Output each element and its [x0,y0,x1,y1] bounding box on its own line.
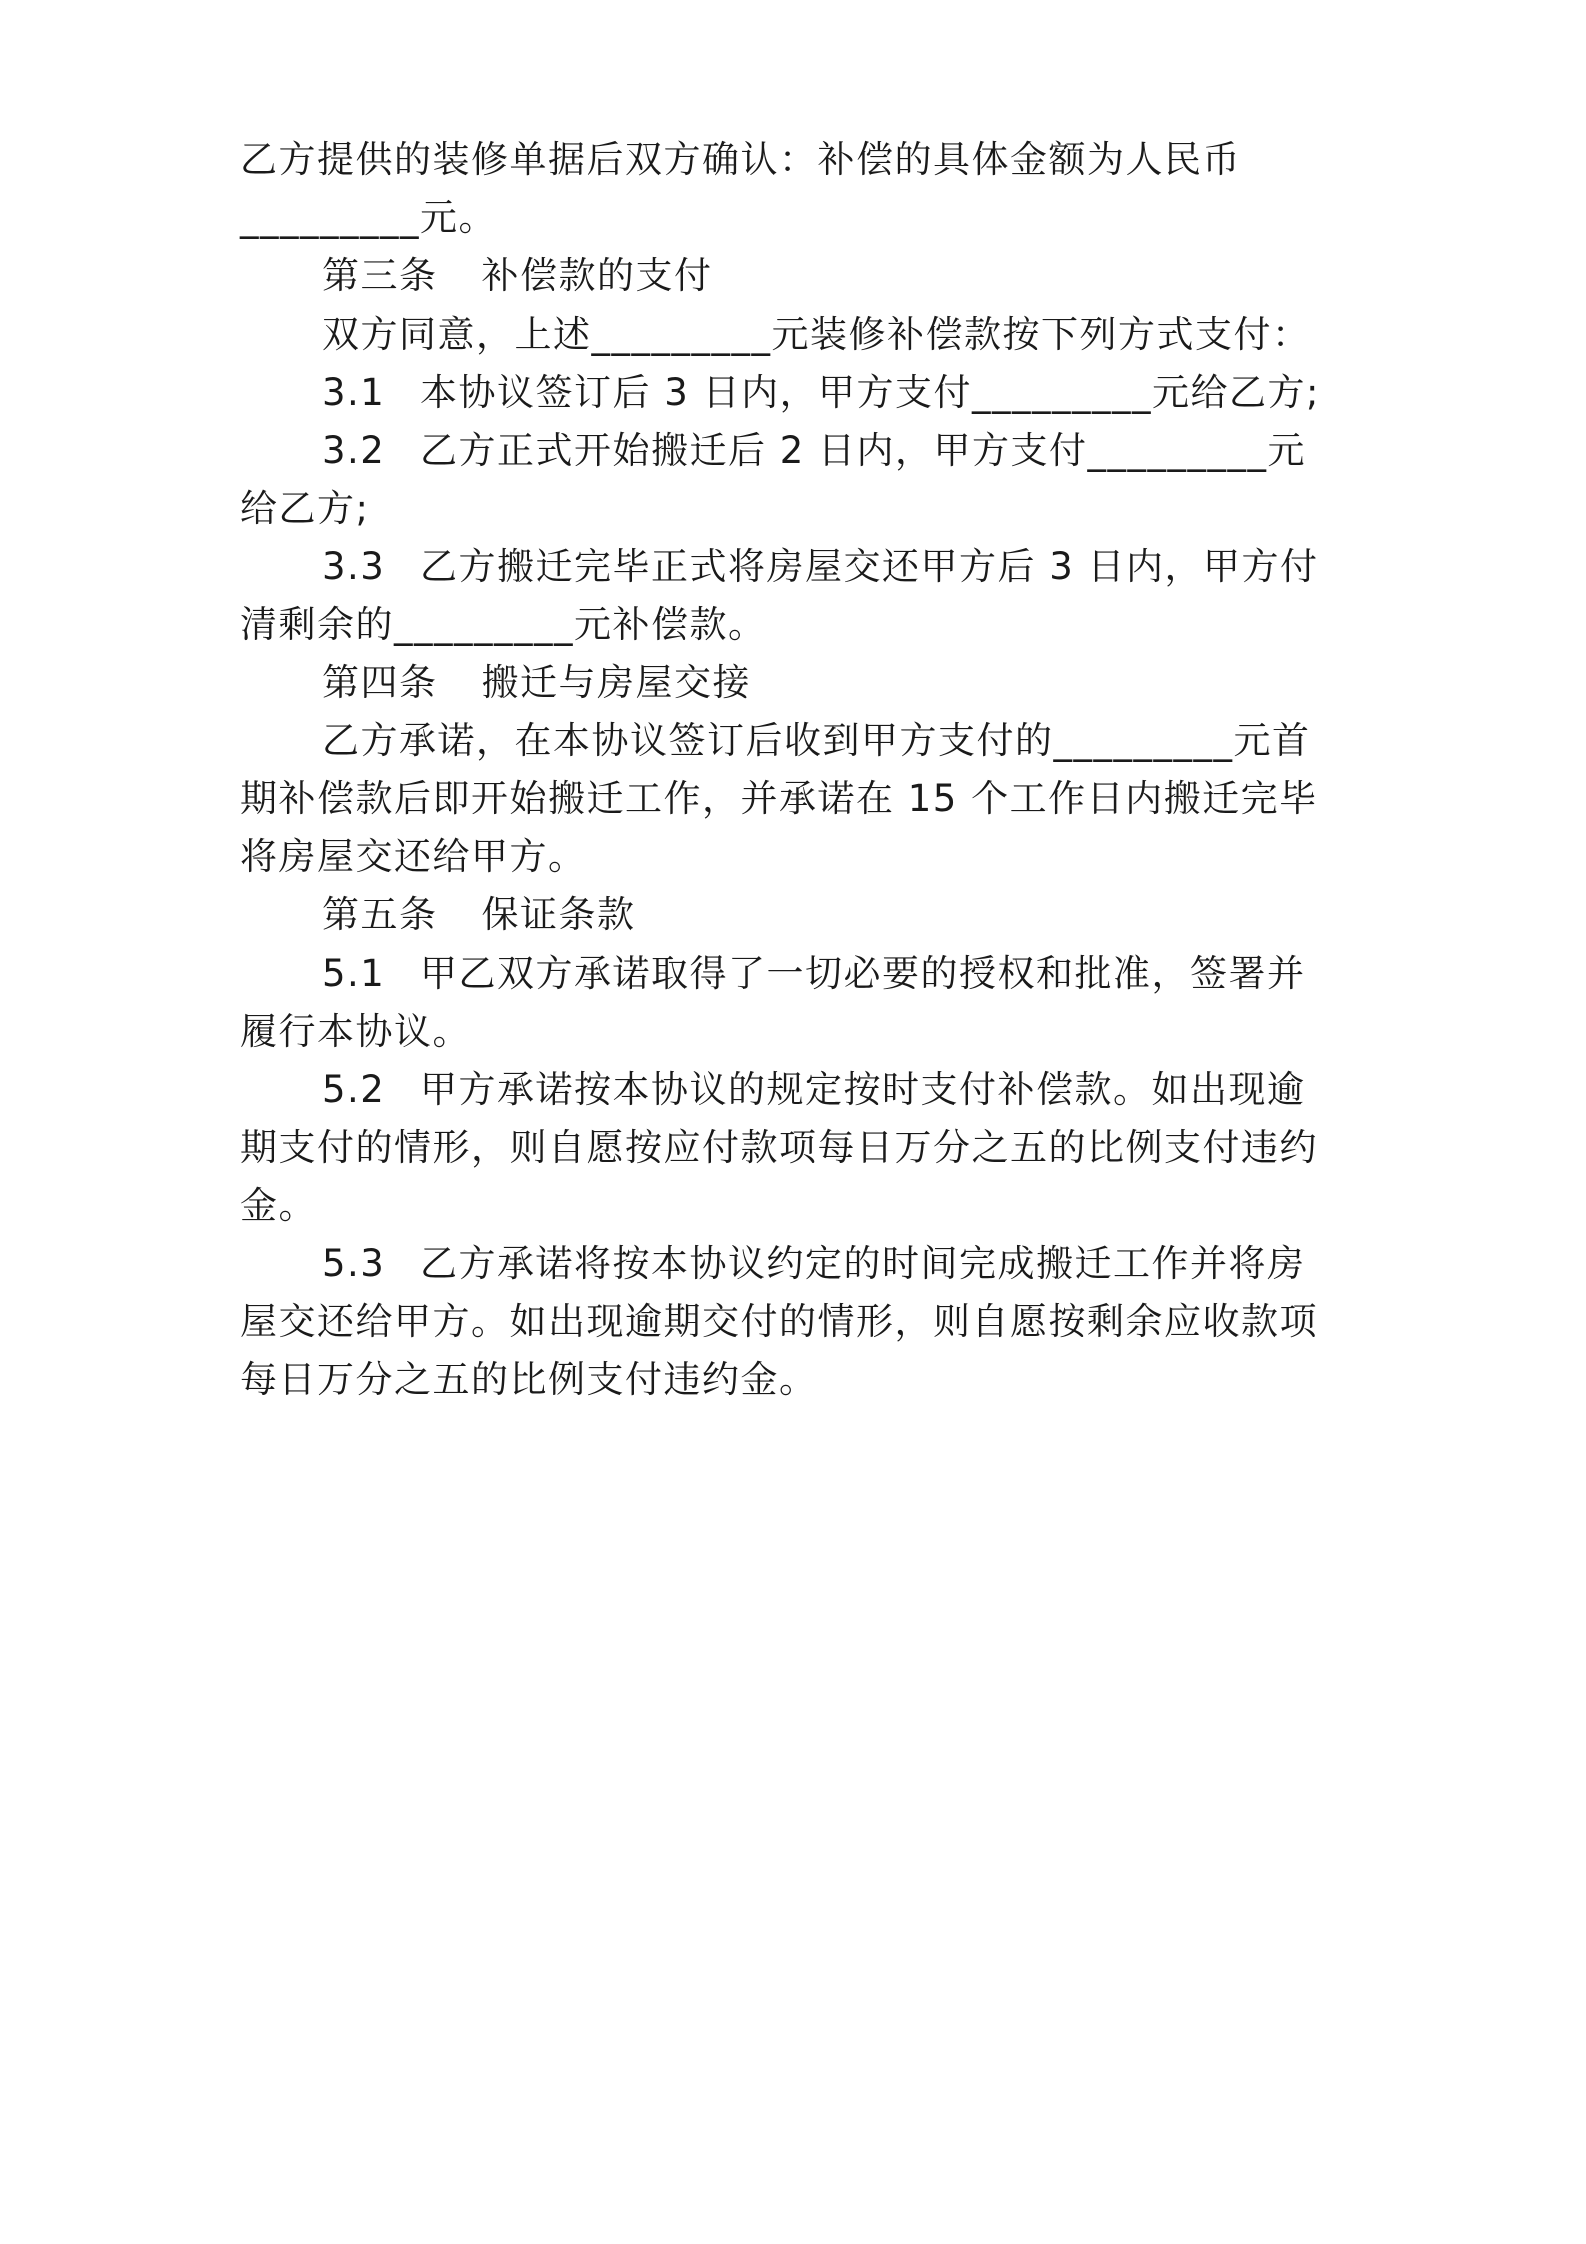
clause-text: 甲方承诺按本协议的规定按时支付补偿款。如出现逾 [420,1068,1306,1111]
article-number: 第四条 [322,661,438,704]
paragraph-line [240,1124,1360,1172]
paragraph-line [240,1182,1360,1230]
clause-number: 3.1 [322,371,386,414]
clause-line [322,427,1442,475]
article-title: 搬迁与房屋交接 [481,661,751,704]
paragraph-line [240,136,1360,184]
line-text: 金。 [240,1184,317,1227]
clause-number: 5.2 [322,1068,386,1111]
line-text: 乙方承诺，在本协议签订后收到甲方支付的_________元首 [322,719,1311,762]
clause-number: 3.2 [322,429,386,472]
article-title: 补偿款的支付 [481,254,713,297]
clause-line [322,1066,1442,1114]
line-text: _________元。 [240,196,497,239]
article-number: 第五条 [322,893,438,936]
paragraph-line [240,1298,1360,1346]
line-text: 期支付的情形，则自愿按应付款项每日万分之五的比例支付违约 [240,1126,1318,1169]
article-heading [322,252,1442,300]
clause-text: 乙方承诺将按本协议约定的时间完成搬迁工作并将房 [420,1242,1306,1285]
clause-number: 3.3 [322,545,386,588]
paragraph-line [240,1356,1360,1404]
paragraph-line [240,775,1360,823]
clause-number: 5.1 [322,952,386,995]
article-heading [322,891,1442,939]
clause-text: 乙方正式开始搬迁后 2 日内，甲方支付_________元 [420,429,1307,472]
clause-number: 5.3 [322,1242,386,1285]
clause-text: 乙方搬迁完毕正式将房屋交还甲方后 3 日内，甲方付 [420,545,1319,588]
clause-text: 本协议签订后 3 日内，甲方支付_________元给乙方; [420,371,1321,414]
line-text: 清剩余的_________元补偿款。 [240,603,767,646]
line-text: 给乙方; [240,487,370,530]
paragraph-line [322,311,1442,359]
line-text: 履行本协议。 [240,1010,471,1053]
clause-line [322,369,1442,417]
paragraph-line [240,1008,1360,1056]
clause-text: 甲乙双方承诺取得了一切必要的授权和批准，签署并 [420,952,1306,995]
line-text: 双方同意，上述_________元装修补偿款按下列方式支付： [322,313,1311,356]
line-text: 屋交还给甲方。如出现逾期交付的情形，则自愿按剩余应收款项 [240,1300,1318,1343]
clause-line [322,1240,1442,1288]
line-text: 乙方提供的装修单据后双方确认：补偿的具体金额为人民币 [240,138,1241,181]
clause-line [322,543,1442,591]
article-number: 第三条 [322,254,438,297]
paragraph-line [240,601,1360,649]
paragraph-line [322,717,1442,765]
line-text: 期补偿款后即开始搬迁工作，并承诺在 15 个工作日内搬迁完毕 [240,777,1318,820]
article-title: 保证条款 [481,893,636,936]
line-text: 将房屋交还给甲方。 [240,835,587,878]
paragraph-line [240,194,1360,242]
article-heading [322,659,1442,707]
line-text: 每日万分之五的比例支付违约金。 [240,1358,818,1401]
paragraph-line [240,485,1360,533]
paragraph-line [240,833,1360,881]
clause-line [322,950,1442,998]
